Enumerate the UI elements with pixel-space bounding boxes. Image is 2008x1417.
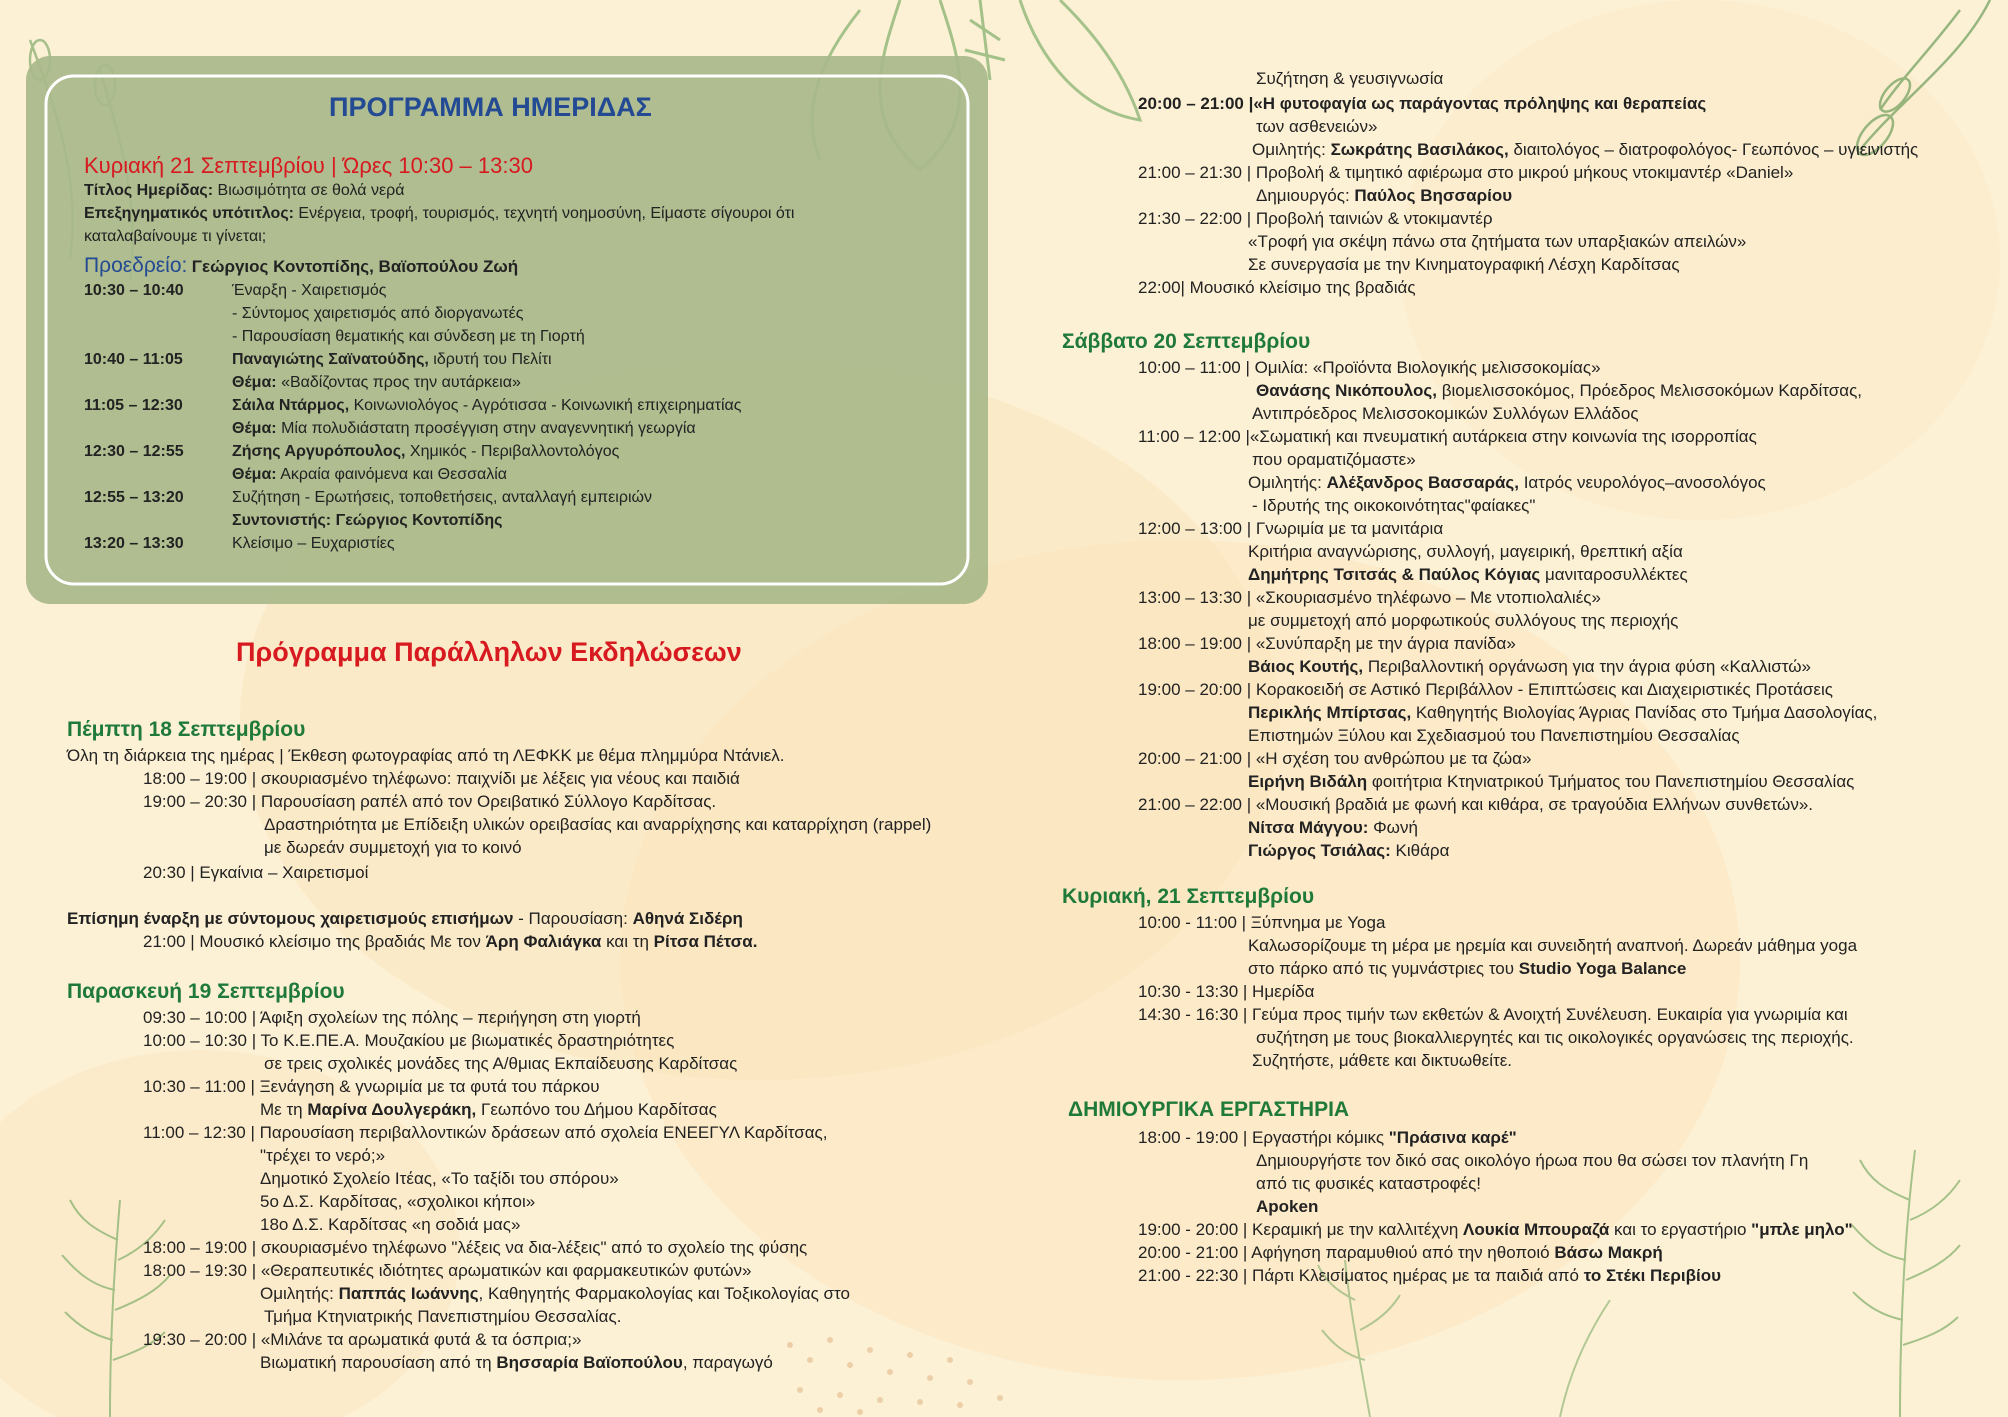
event-text: Κιθάρα: [1390, 841, 1450, 860]
event-line: Συζητήστε, μάθετε και δικτυωθείτε.: [1252, 1051, 1512, 1070]
speaker-role: Κοινωνιολόγος - Αγρότισσα - Κοινωνική επιχειρηματίας: [349, 397, 742, 414]
event-line: [1138, 1127, 1517, 1150]
parallel-events-right: [1000, 0, 2008, 1417]
event-line: 18:00 – 19:00 | σκουριασμένο τηλέφωνο "λέξεις να δια-λέξεις" από το σχολείο της φύσης: [143, 1238, 808, 1257]
event-line: [1138, 1265, 1721, 1288]
event-line: 21:00 – 21:30 | Προβολή & τιμητικό αφιέρωμα στο μικρού μήκους ντοκιμαντέρ «Daniel»: [1138, 163, 1794, 182]
thursday-heading: Πέμπτη 18 Σεπτεμβρίου: [67, 718, 306, 741]
card-title-label: Τίτλος Ημερίδας:: [84, 182, 214, 199]
event-line: [1248, 771, 1854, 794]
event-line: Δημιουργήστε τον δικό σας οικολόγο ήρωα που θα σώσει τον πλανήτη Γη: [1256, 1151, 1809, 1170]
topic-text: «Βαδίζοντας προς την αυτάρκεια»: [276, 374, 521, 391]
event-line: 18:00 – 19:00 | «Συνύπαρξη με την άγρια πανίδα»: [1138, 634, 1516, 653]
event-line: 21:30 – 22:00 | Προβολή ταινιών & ντοκιμαντέρ: [1138, 209, 1493, 228]
event-line: Κριτήρια αναγνώρισης, συλλογή, μαγειρική, θρεπτική αξία: [1248, 542, 1683, 561]
event-line: [1138, 1242, 1663, 1265]
speaker-name: Παναγιώτης Σαϊνατούδης,: [232, 351, 429, 368]
event-line: [1248, 840, 1449, 863]
event-line: 10:30 - 13:30 | Ημερίδα: [1138, 982, 1315, 1001]
artist-name: Λουκία Μπουραζά: [1463, 1220, 1610, 1239]
event-line: [1248, 564, 1688, 587]
card-subtitle-line: [84, 203, 794, 226]
speaker-name: Δημήτρης Τσιτσάς & Παύλος Κόγιας: [1248, 565, 1541, 584]
speaker-role: Χημικός - Περιβαλλοντολόγος: [405, 443, 620, 460]
card-row-topic: [232, 418, 696, 441]
event-text: βιομελισσοκόμος, Πρόεδρος Μελισσοκόμων Καρδίτσας,: [1437, 381, 1863, 400]
card-row-time: 10:30 – 10:40: [84, 282, 184, 299]
presidium-label: Προεδρείο:: [84, 254, 188, 277]
card-row-speaker: [232, 395, 742, 418]
speaker-name: Αλέξανδρος Βασσαράς,: [1326, 473, 1519, 492]
card-title: ΠΡΟΓΡΑΜΜΑ ΗΜΕΡΙΔΑΣ: [329, 92, 652, 122]
music-text: 21:00 | Μουσικό κλείσιμο της βραδιάς Με τον: [143, 932, 486, 951]
speaker-role: ιδρυτή του Πελίτι: [428, 351, 552, 368]
event-line: με δωρεάν συμμετοχή για το κοινό: [264, 838, 522, 857]
topic-text: Μία πολυδιάστατη προσέγγιση στην αναγεννητική γεωργία: [276, 420, 696, 437]
organizer-name: το Στέκι Περιβίου: [1583, 1266, 1721, 1285]
card-row-time: 11:05 – 12:30: [84, 397, 183, 414]
opening-rest: - Παρουσίαση:: [513, 909, 633, 928]
event-text: Δημιουργός:: [1256, 186, 1355, 205]
event-line: Συζήτηση & γευσιγνωσία: [1256, 69, 1444, 88]
event-line: 19:00 – 20:30 | Παρουσίαση ραπέλ από τον Ορειβατικό Σύλλογο Καρδίτσας.: [143, 792, 717, 811]
event-text: μανιταροσυλλέκτες: [1540, 565, 1688, 584]
artist-name: Βάσω Μακρή: [1554, 1243, 1663, 1262]
card-presidium: [84, 254, 518, 278]
event-text: Ομιλητής:: [1252, 140, 1331, 159]
event-line: [1138, 1219, 1853, 1242]
event-line: 09:30 – 10:00 | Άφιξη σχολείων της πόλης – περιήγηση στη γιορτή: [143, 1008, 641, 1027]
event-line: 11:00 – 12:00 |«Σωματική και πνευματική αυτάρκεια στην κοινωνία της ισορροπίας: [1138, 427, 1757, 446]
card-row-time: 13:20 – 13:30: [84, 535, 184, 552]
event-line: 10:00 - 11:00 | Ξύπνημα με Yoga: [1138, 913, 1386, 932]
workshop-name: "Πράσινα καρέ": [1388, 1128, 1517, 1147]
event-text: στο πάρκο από τις γυμνάστριες του: [1248, 959, 1519, 978]
speaker-name: Ζήσης Αργυρόπουλος,: [232, 443, 406, 460]
event-text: Βιωματική παρουσίαση από τη: [260, 1353, 497, 1372]
workshop-name: "μπλε μηλο": [1751, 1220, 1853, 1239]
event-line: 20:30 | Εγκαίνια – Χαιρετισμοί: [143, 863, 369, 882]
speaker-name: Παππάς Ιωάννης: [338, 1284, 479, 1303]
event-line: που οραματιζόμαστε»: [1252, 450, 1416, 469]
event-text: Καθηγητής Βιολογίας Άγριας Πανίδας στο Τμήμα Δασολογίας,: [1411, 703, 1878, 722]
event-line: [1248, 656, 1811, 679]
event-line: [1138, 93, 1706, 116]
event-line: Apoken: [1256, 1197, 1319, 1216]
card-row-speaker: [232, 441, 619, 464]
card-row-text: Έναρξη - Χαιρετισμός: [232, 282, 387, 299]
event-line: [260, 1352, 773, 1375]
speaker-name: Θανάσης Νικόπουλος,: [1256, 381, 1437, 400]
topic-label: Θέμα:: [232, 420, 277, 437]
event-text: Γεωπόνο του Δήμου Καρδίτσας: [476, 1100, 717, 1119]
workshops-heading: ΔΗΜΙΟΥΡΓΙΚΑ ΕΡΓΑΣΤΗΡΙΑ: [1068, 1098, 1350, 1121]
event-line: Καλωσορίζουμε τη μέρα με ηρεμία και συνειδητή αναπνοή. Δωρεάν μάθημα yoga: [1248, 936, 1858, 955]
sunday-heading: Κυριακή, 21 Σεπτεμβρίου: [1062, 885, 1315, 908]
event-line: συζήτηση με τους βιοκαλλιεργητές και τις οικολογικές οργανώσεις της περιοχής.: [1256, 1028, 1854, 1047]
speaker-name: Σάιλα Ντάρμος,: [232, 397, 350, 414]
presenter-name: Αθηνά Σιδέρη: [632, 909, 743, 928]
event-text: Ιατρός νευρολόγος–ανοσολόγος: [1518, 473, 1766, 492]
event-line: 20:00 – 21:00 | «Η σχέση του ανθρώπου με τα ζώα»: [1138, 749, 1532, 768]
card-row-coordinator: Συντονιστής: Γεώργιος Κοντοπίδης: [232, 512, 503, 529]
event-line: 12:00 – 13:00 | Γνωριμία με τα μανιτάρια: [1138, 519, 1444, 538]
event-line: 19:00 – 20:00 | Κορακοειδή σε Αστικό Περιβάλλον - Επιπτώσεις και Διαχειριστικές Προτάσεις: [1138, 680, 1833, 699]
event-line: Σε συνεργασία με την Κινηματογραφική Λέσχη Καρδίτσας: [1248, 255, 1680, 274]
event-line: με συμμετοχή από μορφωτικούς συλλόγους της περιοχής: [1248, 611, 1679, 630]
parallel-title: Πρόγραμμα Παράλληλων Εκδηλώσεων: [236, 637, 742, 667]
studio-name: Studio Yoga Balance: [1518, 959, 1687, 978]
music-line: [143, 931, 757, 954]
parallel-events-left: [0, 610, 1000, 1417]
card-row-text: - Σύντομος χαιρετισμός από διοργανωτές: [232, 305, 524, 322]
event-line: [1248, 817, 1418, 840]
card-row-text: Συζήτηση - Ερωτήσεις, τοποθετήσεις, ανταλλαγή εμπειριών: [232, 489, 652, 506]
event-line: [1248, 702, 1877, 725]
speaker-name: Βάιος Κουτής,: [1248, 657, 1364, 676]
event-text: 18:00 - 19:00 | Εργαστήρι κόμικς: [1138, 1128, 1389, 1147]
event-line: 13:00 – 13:30 | «Σκουριασμένο τηλέφωνο – Με ντοπιολαλιές»: [1138, 588, 1601, 607]
speaker-name: Ειρήνη Βιδάλη: [1248, 772, 1368, 791]
card-row-text: - Παρουσίαση θεματικής και σύνδεση με τη Γιορτή: [232, 328, 585, 345]
event-line: - Ιδρυτής της οικοκοινότητας"φαίακες": [1252, 496, 1536, 515]
event-line: Επιστημών Ξύλου και Σχεδιασμού του Πανεπιστημίου Θεσσαλίας: [1248, 726, 1740, 745]
event-text: φοιτήτρια Κτηνιατρικού Τμήματος του Πανεπιστημίου Θεσσαλίας: [1367, 772, 1855, 791]
event-line: σε τρεις σχολικές μονάδες της Α/θμιας Εκπαίδευσης Καρδίτσας: [264, 1054, 738, 1073]
event-line: [1252, 139, 1918, 162]
event-line: [1256, 185, 1512, 208]
event-text: και το εργαστήριο: [1609, 1220, 1752, 1239]
event-line: 18ο Δ.Σ. Καρδίτσας «η σοδιά μας»: [260, 1215, 521, 1234]
event-line: Αντιπρόεδρος Μελισσοκομικών Συλλόγων Ελλάδος: [1252, 404, 1639, 423]
event-line: 11:00 – 12:30 | Παρουσίαση περιβαλλοντικών δράσεων από σχολεία ΕΝΕΕΓΥΛ Καρδίτσας,: [143, 1123, 828, 1142]
topic-text: Ακραία φαινόμενα και Θεσσαλία: [276, 466, 508, 483]
artist-name: Γιώργος Τσιάλας:: [1248, 841, 1391, 860]
friday-heading: Παρασκευή 19 Σεπτεμβρίου: [67, 980, 345, 1003]
card-subtitle-label: Επεξηγηματικός υπότιτλος:: [84, 205, 294, 222]
speaker-name: Μαρίνα Δουλγεράκη,: [307, 1100, 477, 1119]
card-row-topic: [232, 464, 507, 487]
card-subtitle-value: Ενέργεια, τροφή, τουρισμός, τεχνητή νοημοσύνη, Είμαστε σίγουροι ότι: [298, 205, 795, 222]
event-text: Ομιλητής:: [1248, 473, 1327, 492]
event-line: 18:00 – 19:30 | «Θεραπευτικές ιδιότητες αρωματικών και φαρμακευτικών φυτών»: [143, 1261, 752, 1280]
card-row-topic: [232, 372, 521, 395]
card-row-speaker: [232, 349, 552, 372]
event-line: Δραστηριότητα με Επίδειξη υλικών ορειβασίας και αναρρίχησης και καταρρίχηση (rappel): [264, 815, 932, 834]
event-line: 14:30 - 16:30 | Γεύμα προς τιμήν των εκθετών & Ανοιχτή Συνέλευση. Ευκαιρία για γνωριμία και: [1138, 1005, 1848, 1024]
event-line: 10:30 – 11:00 | Ξενάγηση & γνωριμία με τα φυτά του πάρκου: [143, 1077, 600, 1096]
event-text: , Καθηγητής Φαρμακολογίας και Τοξικολογίας στο: [478, 1284, 850, 1303]
event-line: Δημοτικό Σχολείο Ιτέας, «Το ταξίδι του σπόρου»: [260, 1169, 619, 1188]
opening-line: [67, 908, 743, 931]
card-row-time: 12:55 – 13:20: [84, 489, 184, 506]
event-line: Όλη τη διάρκεια της ημέρας | Έκθεση φωτογραφίας από τη ΛΕΦΚΚ με θέμα πλημμύρα Ντάνιελ.: [67, 746, 785, 765]
event-line: "τρέχει το νερό;»: [260, 1146, 386, 1165]
event-line: [260, 1283, 850, 1306]
event-line: «Τροφή για σκέψη πάνω στα ζητήματα των υπαρξιακών απειλών»: [1248, 232, 1747, 251]
event-text: 20:00 - 21:00 | Αφήγηση παραμυθιού από την ηθοποιό: [1138, 1243, 1555, 1262]
card-subtitle-line-2: καταλαβαίνουμε τι γίνεται;: [84, 228, 267, 245]
speaker-name: Περικλής Μπίρτσας,: [1248, 703, 1412, 722]
topic-label: Θέμα:: [232, 374, 277, 391]
card-row-time: 10:40 – 11:05: [84, 351, 183, 368]
event-line: 21:00 – 22:00 | «Μουσική βραδιά με φωνή και κιθάρα, σε τραγούδια Ελλήνων συνθετών».: [1138, 795, 1814, 814]
card-title-line: [84, 180, 404, 203]
speaker-name: Παύλος Βησσαρίου: [1354, 186, 1513, 205]
event-line: των ασθενειών»: [1256, 117, 1378, 136]
music-mid: και τη: [601, 932, 654, 951]
event-line: 10:00 – 10:30 | Το Κ.Ε.ΠΕ.Α. Μουζακίου με βιωματικές δραστηριότητες: [143, 1031, 675, 1050]
event-line: 10:00 – 11:00 | Ομιλία: «Προϊόντα Βιολογικής μελισσοκομίας»: [1138, 358, 1601, 377]
event-line: από τις φυσικές καταστροφές!: [1256, 1174, 1482, 1193]
opening-label: Επίσημη έναρξη με σύντομους χαιρετισμούς επισήμων: [67, 909, 514, 928]
event-line: 19:30 – 20:00 | «Μιλάνε τα αρωματικά φυτά & τα όσπρια;»: [143, 1330, 582, 1349]
card-row-text: Κλείσιμο – Ευχαριστίες: [232, 535, 395, 552]
event-text: 21:00 - 22:30 | Πάρτι Κλεισίματος ημέρας με τα παιδιά από: [1138, 1266, 1584, 1285]
event-text: Φωνή: [1368, 818, 1418, 837]
artist-name: Νίτσα Μάγγου:: [1248, 818, 1369, 837]
event-line: [1256, 380, 1862, 403]
program-card: [0, 0, 1000, 610]
artist-name: Ρίτσα Πέτσα.: [653, 932, 758, 951]
event-line: [1248, 958, 1686, 981]
event-line: 22:00| Μουσικό κλείσιμο της βραδιάς: [1138, 278, 1416, 297]
event-line: Τμήμα Κτηνιατρικής Πανεπιστημίου Θεσσαλίας.: [264, 1307, 622, 1326]
event-text: Περιβαλλοντική οργάνωση για την άγρια φύση «Καλλιστώ»: [1363, 657, 1811, 676]
presidium-value: Γεώργιος Κοντοπίδης, Βαϊοπούλου Ζωή: [191, 257, 519, 276]
saturday-heading: Σάββατο 20 Σεπτεμβρίου: [1062, 330, 1311, 353]
card-title-value: Βιωσιμότητα σε θολά νερά: [217, 182, 405, 199]
speaker-name: Βησσαρία Βαϊοπούλου: [496, 1353, 683, 1372]
speaker-name: Σωκράτης Βασιλάκος,: [1330, 140, 1509, 159]
topic-label: Θέμα:: [232, 466, 277, 483]
event-text: διαιτολόγος – διατροφολόγος- Γεωπόνος – υγιεινιστής: [1508, 140, 1919, 159]
event-line: [260, 1099, 717, 1122]
event-text: Με τη: [260, 1100, 308, 1119]
card-row-time: 12:30 – 12:55: [84, 443, 184, 460]
artist-name: Άρη Φαλιάγκα: [485, 932, 602, 951]
event-time: 20:00 – 21:00 |«Η φυτοφαγία ως παράγοντας πρόληψης και θεραπείας: [1138, 94, 1707, 113]
event-line: 18:00 – 19:00 | σκουριασμένο τηλέφωνο: παιχνίδι με λέξεις για νέους και παιδιά: [143, 769, 740, 788]
card-date: Κυριακή 21 Σεπτεμβρίου | Ώρες 10:30 – 13:30: [84, 153, 533, 178]
event-line: 5ο Δ.Σ. Καρδίτσας, «σχολικοι κήποι»: [260, 1192, 536, 1211]
event-text: 19:00 - 20:00 | Κεραμική με την καλλιτέχνη: [1138, 1220, 1464, 1239]
event-text: , παραγωγό: [682, 1353, 773, 1372]
event-line: [1248, 472, 1766, 495]
event-text: Ομιλητής:: [260, 1284, 339, 1303]
